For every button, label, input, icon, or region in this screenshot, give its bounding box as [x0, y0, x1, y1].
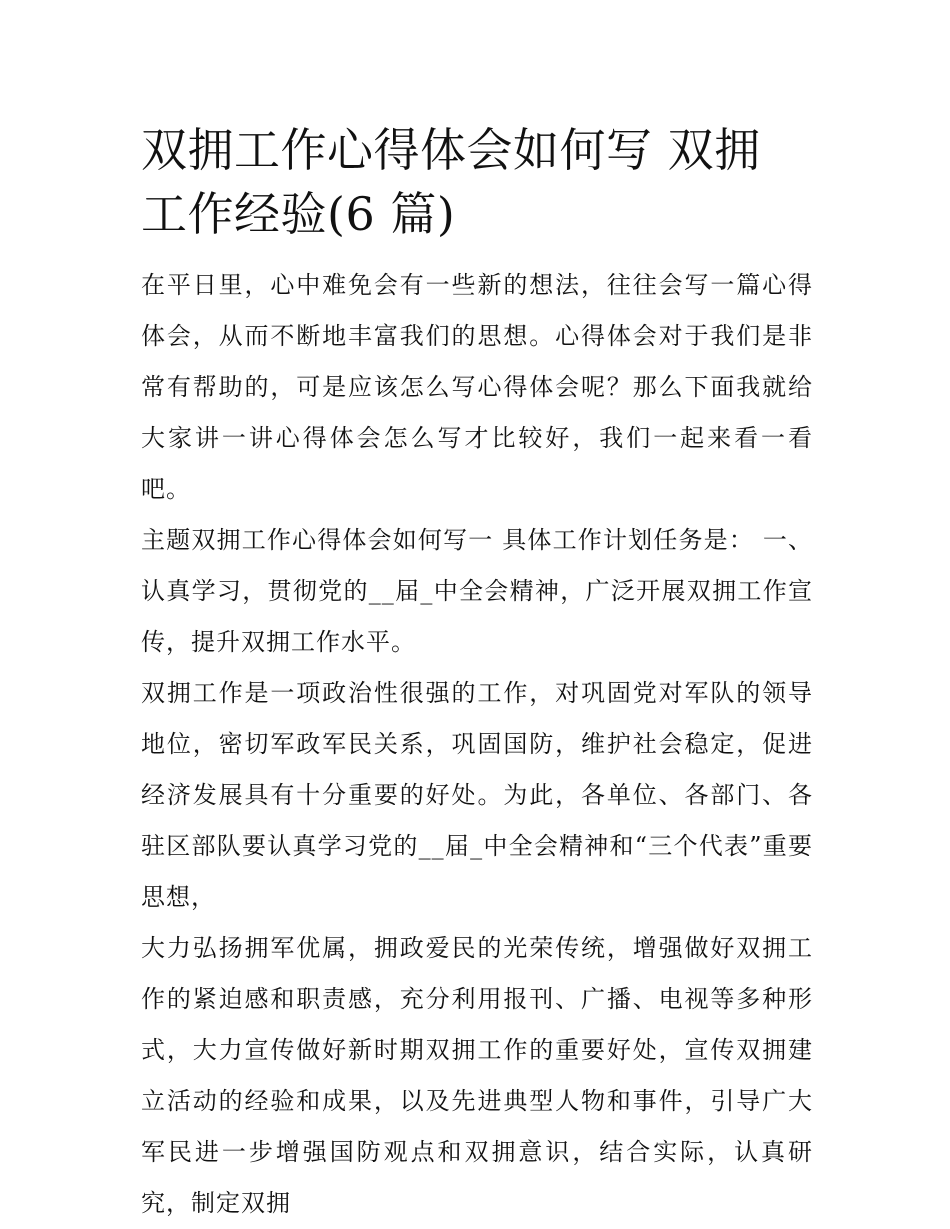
document-content	[141, 118, 813, 1229]
title-line-1: 双拥工作心得体会如何写 双拥	[141, 123, 761, 177]
title-line-2: 工作经验(6 篇)	[141, 187, 456, 241]
paragraph-topic: 主题双拥工作心得体会如何写一 具体工作计划任务是： 一、认真学习，贯彻党的__届_中全会精神，广泛开展双拥工作宣传，提升双拥工作水平。	[141, 526, 813, 656]
paragraph-intro: 在平日里，心中难免会有一些新的想法，往往会写一篇心得体会，从而不断地丰富我们的思想。心得体会对于我们是非常有帮助的，可是应该怎么写心得体会呢？那么下面我就给大家讲一讲心得体会怎么写才比较好，我们一起来看一看吧。	[141, 271, 813, 503]
paragraph-importance: 双拥工作是一项政治性很强的工作，对巩固党对军队的领导地位，密切军政军民关系，巩固国防，维护社会稳定，促进经济发展具有十分重要的好处。为此，各单位、各部门、各驻区部队要认真学习党的__届_中全会精神和“三个代表”重要思想，	[141, 679, 813, 911]
paragraph-promotion: 大力弘扬拥军优属，拥政爱民的光荣传统，增强做好双拥工作的紧迫感和职责感，充分利用报刊、广播、电视等多种形式，大力宣传做好新时期双拥工作的重要好处，宣传双拥建立活动的经验和成果，以及先进典型人物和事件，引导广大军民进一步增强国防观点和双拥意识，结合实际，认真研究，制定双拥	[141, 934, 813, 1217]
document-title	[141, 118, 813, 246]
